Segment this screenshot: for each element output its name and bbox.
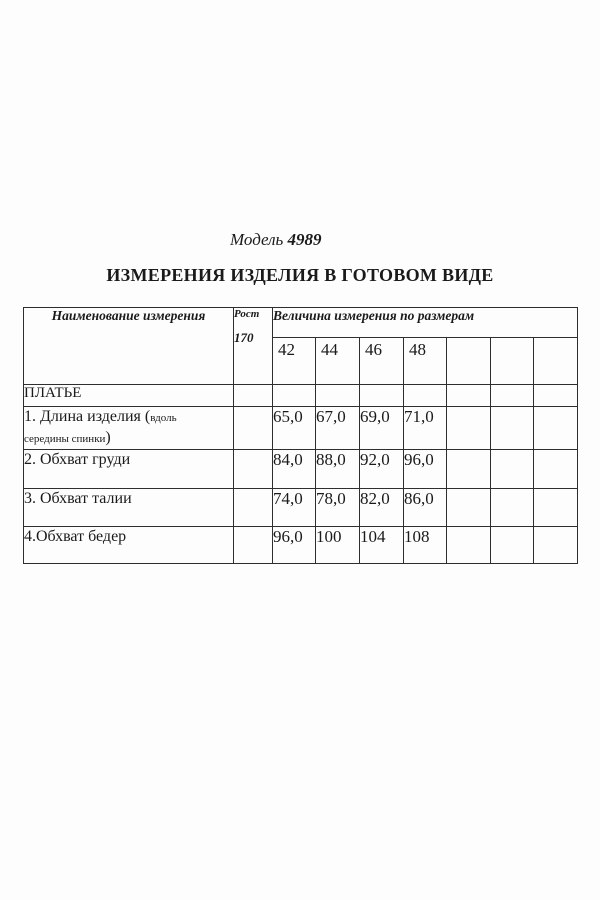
value-cell (447, 450, 491, 489)
value-cell (491, 489, 534, 527)
value-cell: 78,0 (316, 489, 360, 527)
empty-cell (234, 385, 273, 407)
measurement-label: 1. Длина изделия ( (24, 408, 151, 425)
name-column-header: Наименование измерения (24, 308, 234, 385)
value-cell (447, 407, 491, 450)
value-cell (491, 527, 534, 564)
empty-cell (447, 385, 491, 407)
value-cell (534, 489, 578, 527)
value-cell (491, 407, 534, 450)
row-waist-girth (24, 489, 578, 527)
value-cell: 86,0 (404, 489, 447, 527)
section-row (24, 385, 578, 407)
page-title: ИЗМЕРЕНИЯ ИЗДЕЛИЯ В ГОТОВОМ ВИДЕ (106, 265, 494, 285)
empty-cell (234, 489, 273, 527)
empty-cell (360, 385, 404, 407)
size-col-empty-3 (534, 338, 578, 385)
value-cell (534, 450, 578, 489)
value-cell: 71,0 (404, 407, 447, 450)
value-cell: 74,0 (273, 489, 316, 527)
row-chest-girth (24, 450, 578, 489)
empty-cell (404, 385, 447, 407)
value-cell: 92,0 (360, 450, 404, 489)
model-title (230, 230, 322, 250)
height-value: 170 (234, 330, 254, 345)
value-cell (491, 450, 534, 489)
value-cell: 104 (360, 527, 404, 564)
measurement-name (24, 407, 234, 450)
height-label: Рост (234, 308, 260, 320)
value-cell: 67,0 (316, 407, 360, 450)
height-column-header (234, 308, 273, 385)
value-cell: 84,0 (273, 450, 316, 489)
measurements-table (23, 307, 578, 564)
measurement-name: 2. Обхват груди (24, 450, 234, 489)
empty-cell (534, 385, 578, 407)
size-col-42: 42 (273, 338, 316, 385)
size-col-44: 44 (316, 338, 360, 385)
value-cell: 82,0 (360, 489, 404, 527)
empty-cell (491, 385, 534, 407)
value-cell: 96,0 (404, 450, 447, 489)
size-col-empty-1 (447, 338, 491, 385)
measurement-note-line2: середины спинки (24, 433, 106, 445)
size-col-48: 48 (404, 338, 447, 385)
value-cell: 65,0 (273, 407, 316, 450)
value-cell: 88,0 (316, 450, 360, 489)
measurement-label-suffix: ) (105, 429, 111, 446)
value-cell: 96,0 (273, 527, 316, 564)
measurement-name: 4.Обхват бедер (24, 527, 234, 564)
model-label: Модель (230, 230, 284, 249)
size-col-empty-2 (491, 338, 534, 385)
value-cell (534, 527, 578, 564)
size-col-46: 46 (360, 338, 404, 385)
value-cell: 100 (316, 527, 360, 564)
row-hip-girth (24, 527, 578, 564)
model-number: 4989 (287, 230, 322, 249)
row-product-length (24, 407, 578, 450)
empty-cell (234, 527, 273, 564)
value-cell (447, 489, 491, 527)
value-cell: 69,0 (360, 407, 404, 450)
section-label: ПЛАТЬЕ (24, 385, 234, 407)
header-row-top (24, 308, 578, 338)
value-cell: 108 (404, 527, 447, 564)
empty-cell (234, 407, 273, 450)
measurement-name: 3. Обхват талии (24, 489, 234, 527)
value-cell (534, 407, 578, 450)
value-cell (447, 527, 491, 564)
measurement-note-line1: вдоль (150, 412, 177, 424)
empty-cell (234, 450, 273, 489)
sizes-span-header: Величина измерения по размерам (273, 308, 578, 338)
empty-cell (273, 385, 316, 407)
empty-cell (316, 385, 360, 407)
